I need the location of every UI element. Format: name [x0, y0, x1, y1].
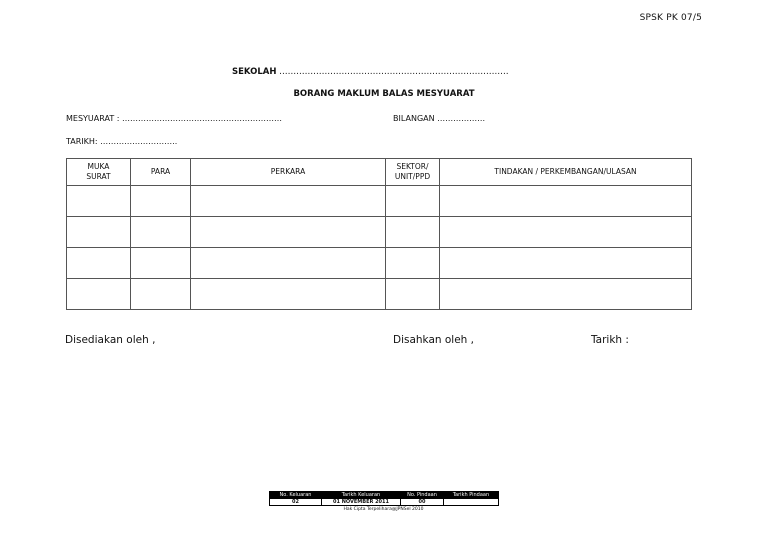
table-cell: [67, 279, 131, 310]
bilangan-field: BILANGAN ………………: [393, 114, 486, 123]
sekolah-line: [232, 67, 509, 77]
mesyuarat-field: MESYUARAT : ……………………………………………………: [66, 114, 283, 123]
table-header-row: [67, 159, 692, 186]
table-row: [67, 248, 692, 279]
header-sektor: SEKTOR/ UNIT/PPD: [386, 159, 440, 186]
revision-value-cell: 02: [270, 499, 322, 506]
revision-header-row: [270, 492, 499, 499]
table-cell: [386, 186, 440, 217]
sekolah-label: SEKOLAH: [232, 67, 277, 77]
table-row: [67, 186, 692, 217]
disahkan-oleh: Disahkan oleh ,: [393, 334, 475, 346]
form-title: BORANG MAKLUM BALAS MESYUARAT: [293, 89, 475, 99]
table-cell: [131, 217, 191, 248]
revision-table: [269, 491, 499, 506]
revision-header-cell: No. Pindaan: [401, 492, 444, 499]
header-para: PARA: [131, 159, 191, 186]
table-cell: [131, 279, 191, 310]
revision-value-cell: 01 NOVEMBER 2011: [322, 499, 401, 506]
copyright-text: Hak Cipta Terpelihara@JPNSel 2010: [343, 507, 424, 512]
table-cell: [440, 279, 692, 310]
tarikh-signature: Tarikh :: [591, 334, 629, 346]
table-row: [67, 217, 692, 248]
sekolah-field: ………………………………………………………………………: [276, 67, 509, 77]
revision-header-cell: Tarikh Keluaran: [322, 492, 401, 499]
revision-value-row: [270, 499, 499, 506]
table-cell: [191, 217, 386, 248]
header-tindakan: TINDAKAN / PERKEMBANGAN/ULASAN: [440, 159, 692, 186]
revision-header-cell: No. Keluaran: [270, 492, 322, 499]
table-cell: [386, 248, 440, 279]
table-cell: [386, 279, 440, 310]
table-cell: [67, 248, 131, 279]
feedback-table: [66, 158, 692, 310]
table-cell: [386, 217, 440, 248]
tarikh-field: TARIKH: ………………………..: [66, 137, 178, 146]
header-perkara: PERKARA: [191, 159, 386, 186]
table-row: [67, 279, 692, 310]
table-cell: [191, 186, 386, 217]
table-cell: [131, 248, 191, 279]
document-code: SPSK PK 07/5: [639, 13, 702, 23]
table-cell: [440, 217, 692, 248]
table-cell: [131, 186, 191, 217]
revision-header-cell: Tarikh Pindaan: [444, 492, 499, 499]
table-cell: [440, 248, 692, 279]
table-cell: [67, 217, 131, 248]
table-cell: [191, 248, 386, 279]
revision-value-cell: 00: [401, 499, 444, 506]
table-cell: [191, 279, 386, 310]
table-cell: [67, 186, 131, 217]
header-muka-surat: MUKA SURAT: [67, 159, 131, 186]
revision-value-cell: [444, 499, 499, 506]
table-cell: [440, 186, 692, 217]
disediakan-oleh: Disediakan oleh ,: [65, 334, 156, 346]
